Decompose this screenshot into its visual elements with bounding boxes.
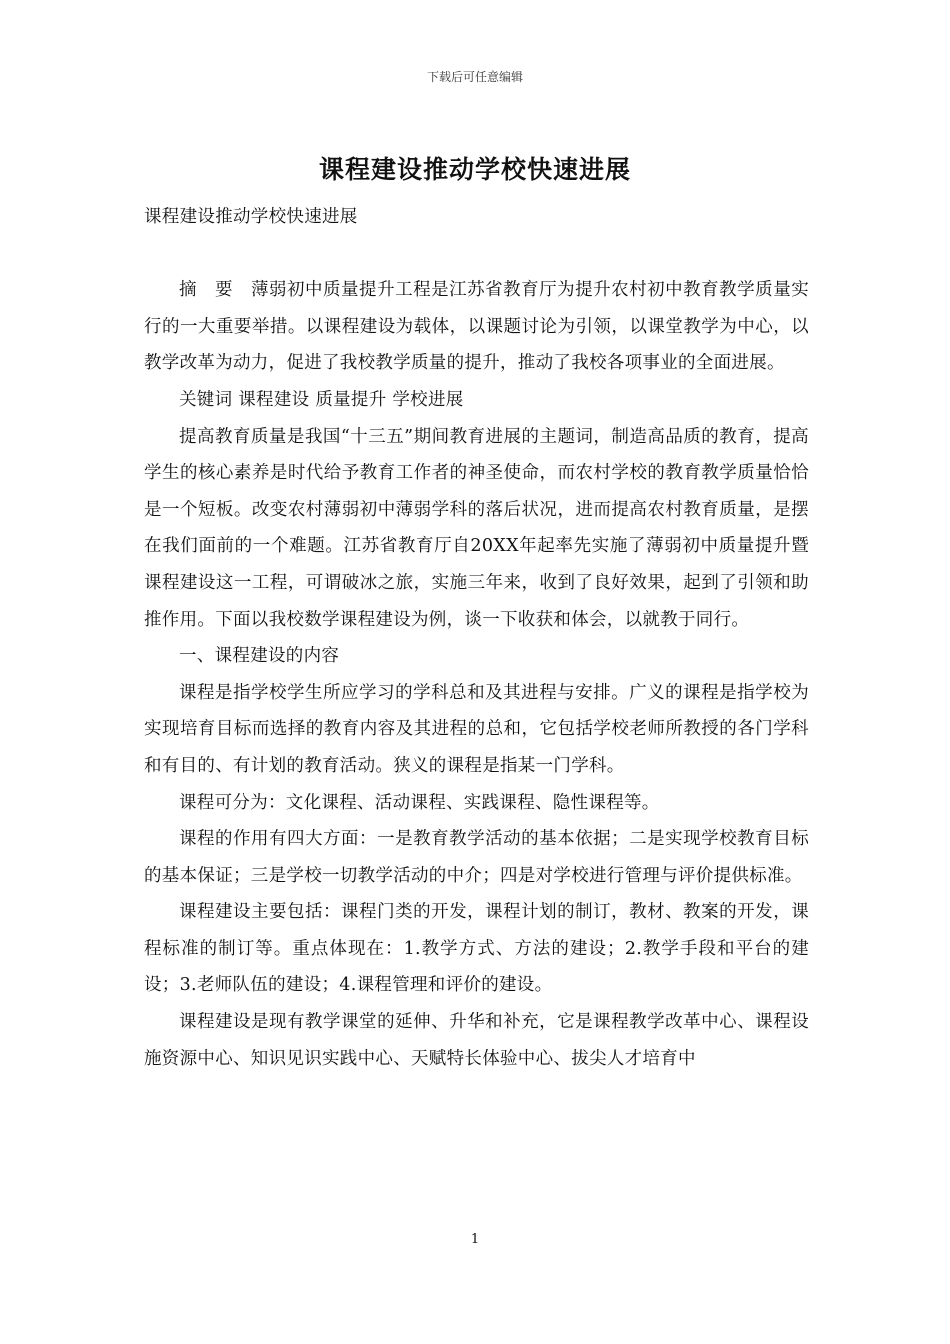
section-heading: 一、课程建设的内容 [179,646,340,667]
body-paragraph: 课程建设主要包括：课程门类的开发，课程计划的制订，教材、教案的开发，课程标准的制订等。重点体现在：1.教学方式、方法的建设；2.教学手段和平台的建设；3.老师队伍的建设；4.课程管理和评价的建设。 [144,902,809,996]
blank-line [144,236,809,273]
body-paragraph: 课程是指学校学生所应学习的学科总和及其进程与安排。广义的课程是指学校为实现培育目标而选择的教育内容及其进程的总和，它包括学校老师所教授的各门学科和有目的、有计划的教育活动。狭义的课程是指某一门学科。 [144,682,809,776]
body-paragraph: 课程可分为：文化课程、活动课程、实践课程、隐性课程等。 [179,792,660,813]
intro-paragraph: 提高教育质量是我国“十三五”期间教育进展的主题词，制造高品质的教育，提高学生的核心素养是时代给予教育工作者的神圣使命，而农村学校的教育教学质量恰恰是一个短板。改变农村薄弱初中薄弱学科的落后状况，进而提高农村教育质量，是摆在我们面前的一个难题。江苏省教育厅自20XX年起率先实施了薄弱初中质量提升暨课程建设这一工程，可谓破冰之旅，实施三年来，收到了良好效果，起到了引领和助推作用。下面以我校数学课程建设为例，谈一下收获和体会，以就教于同行。 [144,426,809,630]
abstract-paragraph: 摘 要 薄弱初中质量提升工程是江苏省教育厅为提升农村初中教育教学质量实行的一大重要举措。以课程建设为载体，以课题讨论为引领，以课堂教学为中心，以教学改革为动力，促进了我校教学质量的提升，推动了我校各项事业的全面进展。 [144,280,809,374]
page-header-note: 下载后可任意编辑 [426,70,523,84]
subtitle-paragraph: 课程建设推动学校快速进展 [144,207,358,227]
body-paragraph: 课程建设是现有教学课堂的延伸、升华和补充，它是课程教学改革中心、课程设施资源中心、知识见识实践中心、天赋特长体验中心、拔尖人才培育中 [144,1012,809,1069]
page-number: 1 [470,1232,480,1247]
keywords-paragraph: 关键词 课程建设 质量提升 学校进展 [179,389,464,410]
body-paragraph: 课程的作用有四大方面：一是教育教学活动的基本依据；二是实现学校教育目标的基本保证；三是学校一切教学活动的中介；四是对学校进行管理与评价提供标准。 [144,829,809,886]
document-title: 课程建设推动学校快速进展 [318,155,631,184]
document-body [144,199,809,1077]
